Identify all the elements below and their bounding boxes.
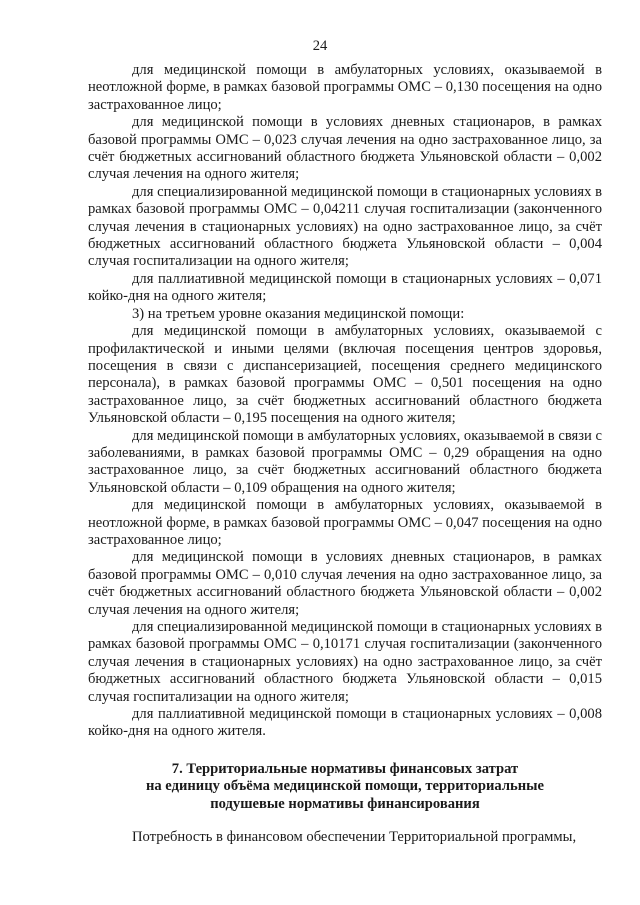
paragraph: для медицинской помощи в амбулаторных условиях, оказываемой с профилактической и иными целями (включая посещения центров здоровья, посещения в связи с диспансеризацией, посещения среднего медицинского персонала), в рамках базовой программы ОМС – 0,501 посещения на одно застрахованное лицо, за счёт бюджетных ассигнований областного бюджета Ульяновской области – 0,195 посещения на одного жителя; (88, 323, 602, 427)
heading-line: на единицу объёма медицинской помощи, территориальные (145, 778, 545, 795)
paragraph: 3) на третьем уровне оказания медицинской помощи: (132, 305, 465, 322)
paragraph: для паллиативной медицинской помощи в стационарных условиях – 0,008 койко-дня на одного жителя. (88, 706, 602, 740)
body-text (88, 62, 602, 741)
page-number: 24 (312, 38, 328, 54)
paragraph: для паллиативной медицинской помощи в стационарных условиях – 0,071 койко-дня на одного жителя; (88, 270, 602, 305)
paragraph: для медицинской помощи в условиях дневных стационаров, в рамках базовой программы ОМС – 0,010 случая лечения на одно застрахованное лицо, за счёт бюджетных ассигнований областного бюджета Ульяновской области – 0,002 случая лечения на одного жителя; (88, 549, 602, 618)
paragraph: для медицинской помощи в условиях дневных стационаров, в рамках базовой программы ОМС – 0,023 случая лечения на одно застрахованное лицо, за счёт бюджетных ассигнований областного бюджета Ульяновской области – 0,002 случая лечения на одного жителя; (88, 114, 602, 183)
paragraph: Потребность в финансовом обеспечении Территориальной программы, (132, 829, 577, 845)
heading-line: подушевые нормативы финансирования (210, 795, 480, 812)
section-heading (88, 761, 602, 813)
paragraph: для специализированной медицинской помощи в стационарных условиях в рамках базовой программы ОМС – 0,10171 случая госпитализации (законченного случая лечения в стационарных условиях) на одно застрахованное лицо, за счёт бюджетных ассигнований областного бюджета Ульяновской области – 0,015 случая госпитализации на одного жителя; (88, 619, 602, 705)
paragraph: для медицинской помощи в амбулаторных условиях, оказываемой в связи с заболеваниями, в рамках базовой программы ОМС – 0,29 обращения на одно застрахованное лицо, за счёт бюджетных ассигнований областного бюджета Ульяновской области – 0,109 обращения на одного жителя; (88, 427, 602, 496)
paragraph: для медицинской помощи в амбулаторных условиях, оказываемой в неотложной форме, в рамках базовой программы ОМС – 0,047 посещения на одно застрахованное лицо; (88, 497, 602, 548)
heading-line: 7. Территориальные нормативы финансовых затрат (171, 761, 519, 777)
paragraph: для медицинской помощи в амбулаторных условиях, оказываемой в неотложной форме, в рамках базовой программы ОМС – 0,130 посещения на одно застрахованное лицо; (88, 62, 602, 113)
paragraph: для специализированной медицинской помощи в стационарных условиях в рамках базовой программы ОМС – 0,04211 случая госпитализации (законченного случая лечения в стационарных условиях) на одно застрахованное лицо, за счёт бюджетных ассигнований областного бюджета Ульяновской области – 0,004 случая госпитализации на одного жителя; (88, 183, 602, 270)
